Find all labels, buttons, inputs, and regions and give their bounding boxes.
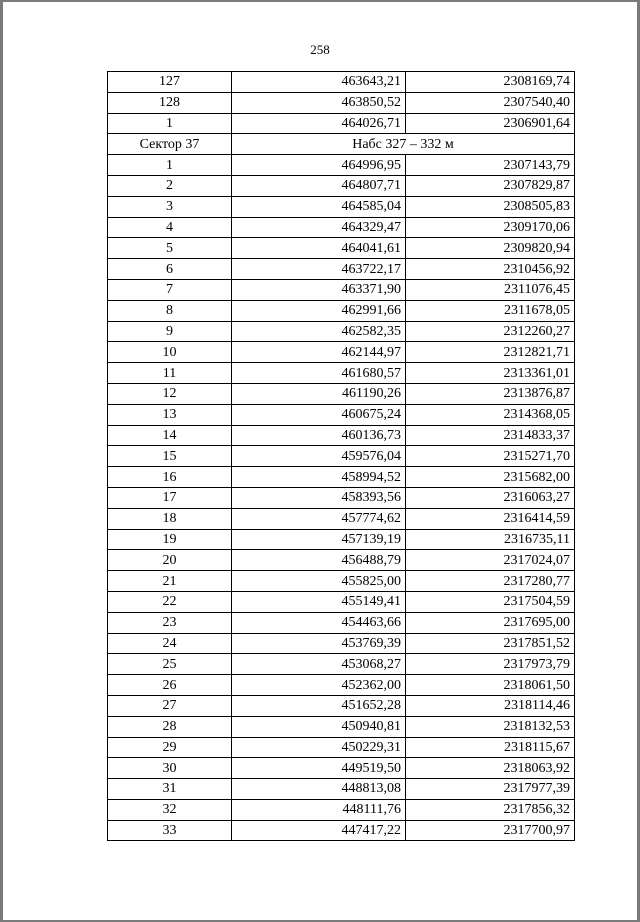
- sector-row: [108, 134, 575, 155]
- table-row: [108, 72, 575, 93]
- y-coordinate-cell: 2310456,92: [406, 259, 575, 280]
- point-number-cell: 1: [108, 113, 232, 134]
- point-number-cell: 128: [108, 92, 232, 113]
- table-row: [108, 550, 575, 571]
- y-coordinate-cell: 2317695,00: [406, 612, 575, 633]
- coordinates-table: [107, 71, 575, 841]
- y-coordinate-cell: 2316414,59: [406, 508, 575, 529]
- y-coordinate-cell: 2316063,27: [406, 487, 575, 508]
- point-number-cell: 7: [108, 279, 232, 300]
- y-coordinate-cell: 2317700,97: [406, 820, 575, 841]
- point-number-cell: 20: [108, 550, 232, 571]
- y-coordinate-cell: 2307829,87: [406, 175, 575, 196]
- table-row: [108, 675, 575, 696]
- point-number-cell: 25: [108, 654, 232, 675]
- point-number-cell: 18: [108, 508, 232, 529]
- table-row: [108, 279, 575, 300]
- point-number-cell: 9: [108, 321, 232, 342]
- x-coordinate-cell: 462144,97: [232, 342, 406, 363]
- point-number-cell: 19: [108, 529, 232, 550]
- point-number-cell: 22: [108, 591, 232, 612]
- point-number-cell: 11: [108, 363, 232, 384]
- y-coordinate-cell: 2317280,77: [406, 571, 575, 592]
- table-row: [108, 92, 575, 113]
- sector-header: [108, 134, 575, 155]
- point-number-cell: 32: [108, 799, 232, 820]
- x-coordinate-cell: 461680,57: [232, 363, 406, 384]
- y-coordinate-cell: 2317851,52: [406, 633, 575, 654]
- table-row: [108, 404, 575, 425]
- document-page: [3, 2, 637, 920]
- point-number-cell: 2: [108, 175, 232, 196]
- x-coordinate-cell: 456488,79: [232, 550, 406, 571]
- y-coordinate-cell: 2307143,79: [406, 155, 575, 176]
- y-coordinate-cell: 2308505,83: [406, 196, 575, 217]
- table-row: [108, 571, 575, 592]
- y-coordinate-cell: 2311678,05: [406, 300, 575, 321]
- table-body-before: [108, 72, 575, 134]
- x-coordinate-cell: 464807,71: [232, 175, 406, 196]
- table-body-after: [108, 155, 575, 841]
- point-number-cell: 12: [108, 383, 232, 404]
- y-coordinate-cell: 2317973,79: [406, 654, 575, 675]
- table-row: [108, 695, 575, 716]
- sector-label: Сектор 37: [108, 134, 232, 155]
- y-coordinate-cell: 2315682,00: [406, 467, 575, 488]
- x-coordinate-cell: 464996,95: [232, 155, 406, 176]
- point-number-cell: 31: [108, 779, 232, 800]
- point-number-cell: 8: [108, 300, 232, 321]
- table-row: [108, 363, 575, 384]
- table-row: [108, 591, 575, 612]
- table-row: [108, 737, 575, 758]
- point-number-cell: 1: [108, 155, 232, 176]
- x-coordinate-cell: 447417,22: [232, 820, 406, 841]
- point-number-cell: 30: [108, 758, 232, 779]
- x-coordinate-cell: 455149,41: [232, 591, 406, 612]
- x-coordinate-cell: 458994,52: [232, 467, 406, 488]
- x-coordinate-cell: 448813,08: [232, 779, 406, 800]
- y-coordinate-cell: 2318115,67: [406, 737, 575, 758]
- table-row: [108, 467, 575, 488]
- y-coordinate-cell: 2306901,64: [406, 113, 575, 134]
- table-row: [108, 238, 575, 259]
- x-coordinate-cell: 463643,21: [232, 72, 406, 93]
- point-number-cell: 13: [108, 404, 232, 425]
- x-coordinate-cell: 457139,19: [232, 529, 406, 550]
- point-number-cell: 26: [108, 675, 232, 696]
- y-coordinate-cell: 2317504,59: [406, 591, 575, 612]
- sector-title: Набс 327 – 332 м: [232, 134, 575, 155]
- point-number-cell: 4: [108, 217, 232, 238]
- point-number-cell: 127: [108, 72, 232, 93]
- table-row: [108, 716, 575, 737]
- point-number-cell: 33: [108, 820, 232, 841]
- x-coordinate-cell: 455825,00: [232, 571, 406, 592]
- x-coordinate-cell: 458393,56: [232, 487, 406, 508]
- y-coordinate-cell: 2317856,32: [406, 799, 575, 820]
- x-coordinate-cell: 463850,52: [232, 92, 406, 113]
- table-row: [108, 820, 575, 841]
- y-coordinate-cell: 2307540,40: [406, 92, 575, 113]
- x-coordinate-cell: 463371,90: [232, 279, 406, 300]
- y-coordinate-cell: 2318114,46: [406, 695, 575, 716]
- y-coordinate-cell: 2318132,53: [406, 716, 575, 737]
- y-coordinate-cell: 2312260,27: [406, 321, 575, 342]
- y-coordinate-cell: 2315271,70: [406, 446, 575, 467]
- x-coordinate-cell: 453068,27: [232, 654, 406, 675]
- x-coordinate-cell: 460675,24: [232, 404, 406, 425]
- point-number-cell: 6: [108, 259, 232, 280]
- x-coordinate-cell: 449519,50: [232, 758, 406, 779]
- x-coordinate-cell: 448111,76: [232, 799, 406, 820]
- point-number-cell: 16: [108, 467, 232, 488]
- table-row: [108, 529, 575, 550]
- table-row: [108, 779, 575, 800]
- point-number-cell: 17: [108, 487, 232, 508]
- y-coordinate-cell: 2316735,11: [406, 529, 575, 550]
- x-coordinate-cell: 457774,62: [232, 508, 406, 529]
- x-coordinate-cell: 464585,04: [232, 196, 406, 217]
- x-coordinate-cell: 462991,66: [232, 300, 406, 321]
- x-coordinate-cell: 464329,47: [232, 217, 406, 238]
- point-number-cell: 3: [108, 196, 232, 217]
- y-coordinate-cell: 2318063,92: [406, 758, 575, 779]
- table-row: [108, 175, 575, 196]
- y-coordinate-cell: 2312821,71: [406, 342, 575, 363]
- y-coordinate-cell: 2314833,37: [406, 425, 575, 446]
- table-row: [108, 342, 575, 363]
- y-coordinate-cell: 2309170,06: [406, 217, 575, 238]
- table-row: [108, 508, 575, 529]
- table-row: [108, 259, 575, 280]
- point-number-cell: 10: [108, 342, 232, 363]
- point-number-cell: 23: [108, 612, 232, 633]
- table-row: [108, 799, 575, 820]
- x-coordinate-cell: 463722,17: [232, 259, 406, 280]
- y-coordinate-cell: 2313876,87: [406, 383, 575, 404]
- point-number-cell: 5: [108, 238, 232, 259]
- y-coordinate-cell: 2308169,74: [406, 72, 575, 93]
- x-coordinate-cell: 460136,73: [232, 425, 406, 446]
- table-row: [108, 487, 575, 508]
- table-row: [108, 633, 575, 654]
- table-row: [108, 321, 575, 342]
- table-row: [108, 383, 575, 404]
- point-number-cell: 29: [108, 737, 232, 758]
- table-row: [108, 155, 575, 176]
- x-coordinate-cell: 464041,61: [232, 238, 406, 259]
- x-coordinate-cell: 461190,26: [232, 383, 406, 404]
- point-number-cell: 15: [108, 446, 232, 467]
- y-coordinate-cell: 2313361,01: [406, 363, 575, 384]
- x-coordinate-cell: 451652,28: [232, 695, 406, 716]
- y-coordinate-cell: 2317977,39: [406, 779, 575, 800]
- point-number-cell: 27: [108, 695, 232, 716]
- x-coordinate-cell: 459576,04: [232, 446, 406, 467]
- table-row: [108, 300, 575, 321]
- table-row: [108, 113, 575, 134]
- x-coordinate-cell: 452362,00: [232, 675, 406, 696]
- y-coordinate-cell: 2314368,05: [406, 404, 575, 425]
- y-coordinate-cell: 2309820,94: [406, 238, 575, 259]
- point-number-cell: 14: [108, 425, 232, 446]
- table-row: [108, 217, 575, 238]
- x-coordinate-cell: 453769,39: [232, 633, 406, 654]
- point-number-cell: 24: [108, 633, 232, 654]
- x-coordinate-cell: 454463,66: [232, 612, 406, 633]
- y-coordinate-cell: 2317024,07: [406, 550, 575, 571]
- table-row: [108, 654, 575, 675]
- y-coordinate-cell: 2311076,45: [406, 279, 575, 300]
- point-number-cell: 21: [108, 571, 232, 592]
- y-coordinate-cell: 2318061,50: [406, 675, 575, 696]
- table-row: [108, 196, 575, 217]
- table-row: [108, 425, 575, 446]
- x-coordinate-cell: 450940,81: [232, 716, 406, 737]
- table-row: [108, 758, 575, 779]
- table-row: [108, 612, 575, 633]
- page-number: 258: [310, 42, 330, 57]
- x-coordinate-cell: 464026,71: [232, 113, 406, 134]
- point-number-cell: 28: [108, 716, 232, 737]
- table-row: [108, 446, 575, 467]
- x-coordinate-cell: 462582,35: [232, 321, 406, 342]
- x-coordinate-cell: 450229,31: [232, 737, 406, 758]
